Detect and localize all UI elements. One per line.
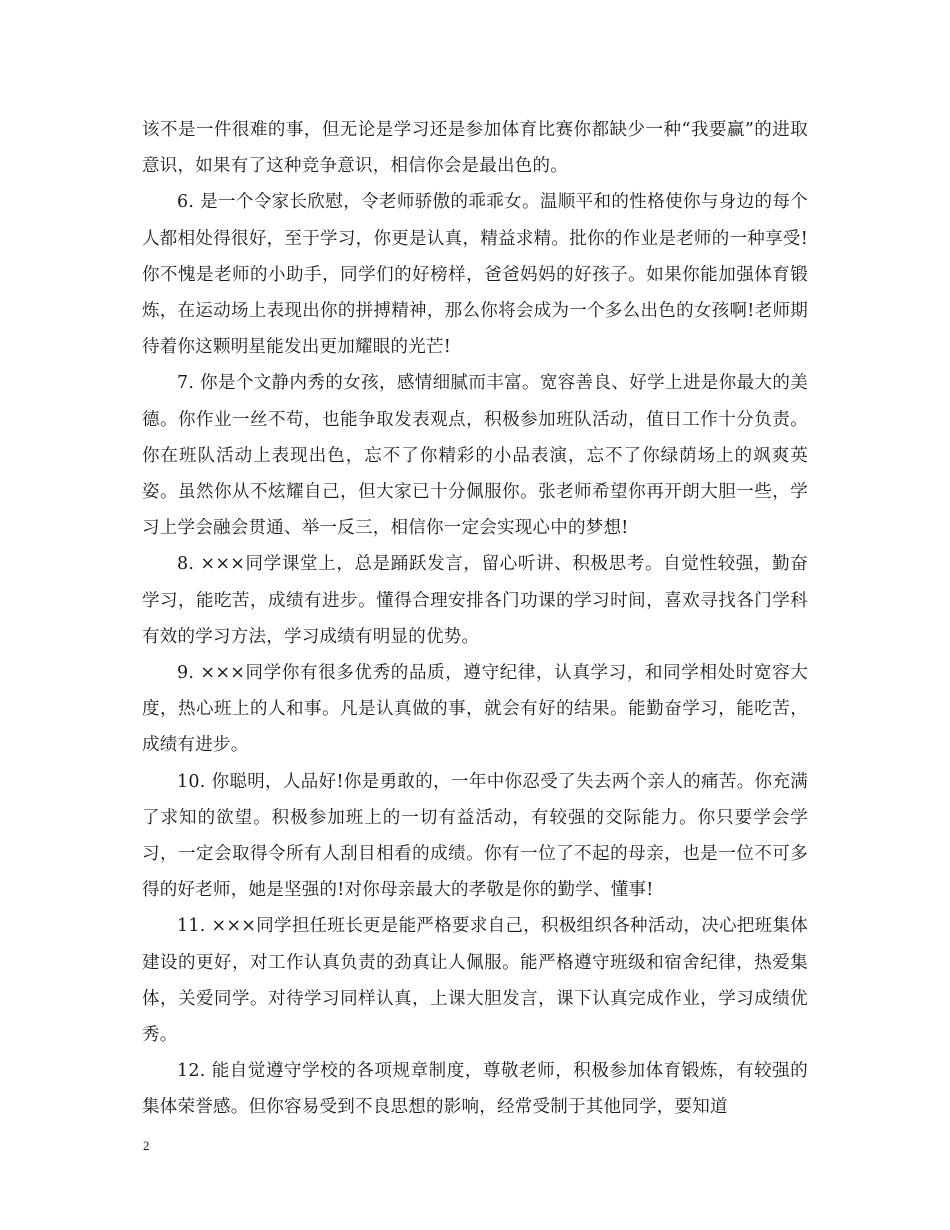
paragraph-item-7: 7. 你是个文静内秀的女孩，感情细腻而丰富。宽容善良、好学上进是你最大的美德。你作业一丝不苟，也能争取发表观点，积极参加班队活动，值日工作十分负责。你在班队活动上表现出色，忘不了你精彩的小品表演，忘不了你绿荫场上的飒爽英姿。虽然你从不炫耀自己，但大家已十分佩服你。张老师希望你再开朗大胆一些，学习上学会融会贯通、举一反三，相信你一定会实现心中的梦想!	[142, 373, 808, 539]
document-body	[142, 112, 808, 1126]
paragraph-item-12: 12. 能自觉遵守学校的各项规章制度，尊敬老师，积极参加体育锻炼，有较强的集体荣誉感。但你容易受到不良思想的影响，经常受制于其他同学，要知道	[142, 1061, 808, 1118]
page-number: 2	[143, 1138, 150, 1153]
paragraph-item-9: 9. ×××同学你有很多优秀的品质，遵守纪律，认真学习，和同学相处时宽容大度，热心班上的人和事。凡是认真做的事，就会有好的结果。能勤奋学习，能吃苦，成绩有进步。	[142, 663, 808, 756]
paragraph-item-8: 8. ×××同学课堂上，总是踊跃发言，留心听讲、积极思考。自觉性较强，勤奋学习，能吃苦，成绩有进步。懂得合理安排各门功课的学习时间，喜欢寻找各门学科有效的学习方法，学习成绩有明显的优势。	[142, 554, 808, 647]
paragraph-item-6: 6. 是一个令家长欣慰，令老师骄傲的乖乖女。温顺平和的性格使你与身边的每个人都相处得很好，至于学习，你更是认真，精益求精。批你的作业是老师的一种享受!你不愧是老师的小助手，同学们的好榜样，爸爸妈妈的好孩子。如果你能加强体育锻炼，在运动场上表现出你的拼搏精神，那么你将会成为一个多么出色的女孩啊!老师期待着你这颗明星能发出更加耀眼的光芒!	[142, 192, 808, 358]
paragraph-item-10: 10. 你聪明，人品好!你是勇敢的，一年中你忍受了失去两个亲人的痛苦。你充满了求知的欲望。积极参加班上的一切有益活动，有较强的交际能力。你只要学会学习，一定会取得令所有人刮目相看的成绩。你有一位了不起的母亲，也是一位不可多得的好老师，她是坚强的!对你母亲最大的孝敬是你的勤学、懂事!	[142, 771, 808, 901]
paragraph-continuation: 该不是一件很难的事，但无论是学习还是参加体育比赛你都缺少一种“我要赢”的进取意识，如果有了这种竞争意识，相信你会是最出色的。	[142, 120, 808, 177]
paragraph-item-11: 11. ×××同学担任班长更是能严格要求自己，积极组织各种活动，决心把班集体建设的更好，对工作认真负责的劲真让人佩服。能严格遵守班级和宿舍纪律，热爱集体，关爱同学。对待学习同样认真，上课大胆发言，课下认真完成作业，学习成绩优秀。	[142, 916, 808, 1046]
